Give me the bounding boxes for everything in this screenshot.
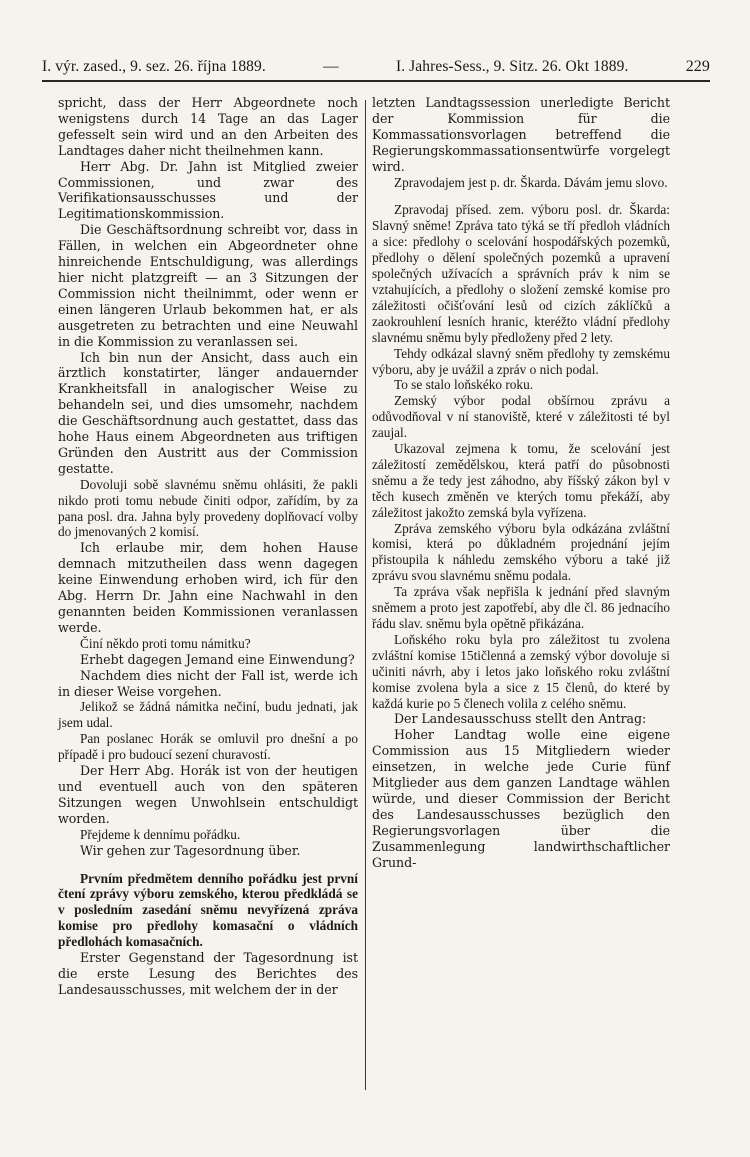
czech-paragraph: Ta zpráva však nepřišla k jednání před slavným sněmem a proto jest zapotřebí, aby dle čl. 86 jednacího řádu slav. sněmu byla opětně přikázána.: [372, 584, 670, 631]
german-paragraph: Der Landesausschuss stellt den Antrag:: [394, 711, 647, 727]
czech-paragraph: Tehdy odkázal slavný sněm předlohy ty zemskému výboru, aby je uvážil a zpráv o nich podal.: [372, 345, 670, 377]
czech-paragraph: Ukazoval zejmena k tomu, že scelování jest záležitostí zemědělskou, která patří do působnosti sněmu a že tedy jest záhodno, aby říšský zákon byl v těch kusech změněn ve kterých tomu překáží, aby záležitost jakožto zemská byla vyřízena.: [372, 441, 670, 520]
czech-paragraph: Činí někdo proti tomu námitku?: [80, 635, 251, 651]
german-paragraph: Nachdem dies nicht der Fall ist, werde ich in dieser Weise vorgehen.: [58, 667, 358, 699]
page-number: 229: [685, 58, 710, 75]
czech-paragraph: Jelikož se žádná námitka nečiní, budu jednati, jak jsem udal.: [58, 699, 358, 731]
right-column: [372, 95, 670, 871]
paragraph-gap: [372, 190, 670, 202]
german-paragraph: Herr Abg. Dr. Jahn ist Mitglied zweier Commissionen, und zwar des Verifikationsausschusses und der Legitimationskommission.: [58, 158, 358, 222]
czech-paragraph: To se stalo loňskéko roku.: [394, 377, 534, 393]
header-german: I. Jahres-Sess., 9. Sitz. 26. Okt 1889.: [395, 58, 629, 75]
column-divider: [365, 100, 366, 1090]
german-paragraph: Erster Gegenstand der Tagesordnung ist die erste Lesung des Berichtes des Landesausschusses, mit welchem der in der: [58, 950, 358, 997]
german-paragraph: Wir gehen zur Tagesordnung über.: [80, 842, 301, 858]
german-paragraph: Erhebt dagegen Jemand eine Einwendung?: [80, 651, 355, 667]
german-paragraph: spricht, dass der Herr Abgeordnete noch wenigstens durch 14 Tage an das Lager gefesselt sein wird und an den Arbeiten des Landtages daher nicht theilnehmen kann.: [58, 95, 358, 158]
header-rule: [42, 80, 710, 82]
czech-paragraph: Zpravodaj přísed. zem. výboru posl. dr. Škarda: Slavný sněme! Zpráva tato týká se tří předloh vládních a sice: předlohy o scelování hospodářských pozemků, předlohy o dělení společných pozemků a upravení společných užívacích a správních práv k nim se vztahujících, a předlohy o složení zemské komise pro záležitosti očišťování lesů od cizích záklíčků a zaokrouhlení lesních hranic, kteréžto vládní předlohy slavnému sněmu byly předloženy před 2 lety.: [372, 202, 670, 345]
german-paragraph: Hoher Landtag wolle eine eigene Commission aus 15 Mitgliedern wieder einsetzen, in welche jede Curie fünf Mitglieder aus dem ganzen Landtage wählen würde, und dieser Commission der Bericht des Landesausschusses bezüglich den Regierungsvorlagen über die Zusammenlegung landwirthschaftlicher Grund-: [372, 727, 670, 870]
left-column: [58, 95, 358, 998]
czech-paragraph: Zpráva zemského výboru byla odkázána zvláštní komisi, která po důkladném projednání jejím přistoupila k náhledu zemského výboru a také již zprávu svou slavnému sněmu podala.: [372, 520, 670, 584]
german-paragraph: Die Geschäftsordnung schreibt vor, dass in Fällen, in welchen ein Abgeordneter ohne hinreichende Entschuldigung, was allerdings hier nicht platzgreift — an 3 Sitzungen der Commission nicht theilnimmt, oder wenn er einen längeren Urlaub bekommen hat, er als ausgetreten zu betrachten und eine Neuwahl in die Kommission zu veranlassen sei.: [58, 222, 358, 349]
czech-paragraph: Zpravodajem jest p. dr. Škarda. Dávám jemu slovo.: [394, 174, 668, 190]
german-paragraph: letzten Landtagssession unerledigte Bericht der Kommission für die Kommassationsvorlagen betreffend die Regierungskommassationsentwürfe vorgelegt wird.: [372, 95, 670, 174]
czech-paragraph: Zemský výbor podal obšírnou zprávu a odůvodňoval v ní stanoviště, které v záležitosti té byl zaujal.: [372, 393, 670, 441]
german-paragraph: Ich erlaube mir, dem hohen Hause demnach mitzutheilen dass wenn dagegen keine Einwendung erhoben wird, ich für den Abg. Herrn Dr. Jahn eine Nachwahl in den genannten beiden Kommissionen veranlassen werde.: [58, 540, 358, 635]
header-czech: I. výr. zased., 9. sez. 26. října 1889.: [42, 58, 266, 75]
running-header: [42, 58, 710, 76]
czech-paragraph: Loňského roku byla pro záležitost tu zvolena zvláštní komise 15tičlenná a zemský výbor dovoluje si učiniti návrh, aby i letos jako loňského roku zvláštní komise zvolena byla a sice z 15 členů, do které by každá kurie po 5 členech volila z celého sněmu.: [372, 631, 670, 711]
czech-paragraph: Dovoluji sobě slavnému sněmu ohlásiti, že pakli nikdo proti tomu nebude činiti odpor, zařídím, by za pana posl. dra. Jahna byly provedeny doplňovací volby do jmenovaných 2 komisí.: [58, 476, 358, 540]
german-paragraph: Der Herr Abg. Horák ist von der heutigen und eventuell auch von den späteren Sitzungen wegen Unwohlsein entschuldigt worden.: [58, 763, 358, 826]
header-dash: —: [323, 58, 339, 75]
paragraph-gap: [58, 859, 358, 871]
agenda-heading: Prvním předmětem denního pořádku jest první čtení zprávy výboru zemského, kterou předkládá se v posledním zasedání sněmu nevyřízená zpráva komise pro předlohy komasační o vládních předlohách komasačních.: [58, 870, 358, 950]
german-paragraph: Ich bin nun der Ansicht, dass auch ein ärztlich konstatirter, länger andauernder Krankheitsfall in analogischer Weise zu behandeln sei, und dies umsomehr, nachdem die Geschäftsordnung auch gestattet, dass das hohe Haus einem Abgeordneten aus triftigen Gründen den Austritt aus der Commission gestatte.: [58, 349, 358, 476]
czech-paragraph: Přejdeme k dennímu pořádku.: [80, 826, 241, 842]
czech-paragraph: Pan poslanec Horák se omluvil pro dnešní a po případě i pro budoucí sezení churavostí.: [58, 731, 358, 763]
